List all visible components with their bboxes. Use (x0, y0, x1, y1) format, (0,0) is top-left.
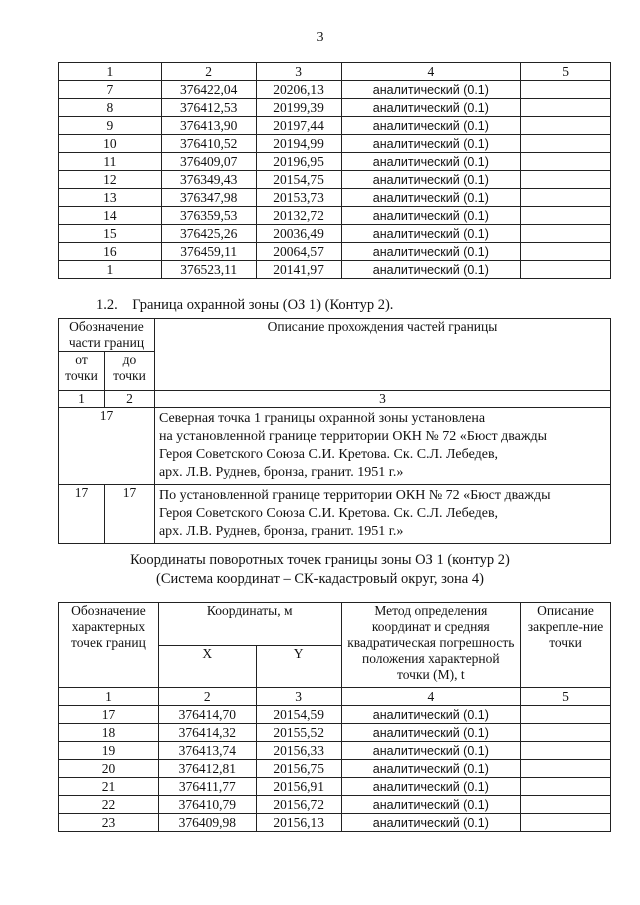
point-number: 9 (59, 117, 162, 135)
point-number: 1 (59, 261, 162, 279)
header-y: Y (256, 645, 341, 688)
fixing (521, 117, 611, 135)
point-number: 23 (59, 814, 159, 832)
table-row (59, 153, 611, 171)
coord-y: 20154,75 (256, 171, 341, 189)
point-number: 21 (59, 778, 159, 796)
coord-y: 20064,57 (256, 243, 341, 261)
table-row (59, 243, 611, 261)
coord-x: 376413,90 (161, 117, 256, 135)
column-number: 2 (161, 63, 256, 81)
fixing (521, 261, 611, 279)
row1-description (154, 408, 610, 485)
fixing (521, 207, 611, 225)
coords-title-line1: Координаты поворотных точек границы зоны ОЗ 1 (контур 2) (130, 552, 510, 568)
coord-x: 376422,04 (161, 81, 256, 99)
coord-y: 20196,95 (256, 153, 341, 171)
coord-y: 20206,13 (256, 81, 341, 99)
point-number: 12 (59, 171, 162, 189)
method: аналитический (0.1) (341, 243, 521, 261)
coordinates-table-contour1 (58, 62, 611, 279)
coord-x: 376425,26 (161, 225, 256, 243)
coord-y: 20194,99 (256, 135, 341, 153)
column-number: 2 (104, 391, 154, 408)
method: аналитический (0.1) (341, 814, 521, 832)
table-row (59, 225, 611, 243)
column-number: 3 (154, 391, 610, 408)
coord-y: 20156,33 (256, 742, 341, 760)
method: аналитический (0.1) (341, 706, 521, 724)
method: аналитический (0.1) (341, 171, 521, 189)
point-number: 8 (59, 99, 162, 117)
header-x: X (158, 645, 256, 688)
column-number: 1 (59, 63, 162, 81)
column-number: 1 (59, 688, 159, 706)
method: аналитический (0.1) (341, 261, 521, 279)
fixing (521, 99, 611, 117)
coord-x: 376349,43 (161, 171, 256, 189)
coord-y: 20156,72 (256, 796, 341, 814)
fixing (521, 706, 611, 724)
fixing (521, 778, 611, 796)
table-row (59, 742, 611, 760)
table-row (59, 796, 611, 814)
coord-x: 376414,32 (158, 724, 256, 742)
coord-y: 20156,75 (256, 760, 341, 778)
table-row (59, 135, 611, 153)
fixing (521, 814, 611, 832)
column-numbers-row (59, 63, 611, 81)
point-number: 7 (59, 81, 162, 99)
row2-from: 17 (59, 485, 105, 544)
point-number: 15 (59, 225, 162, 243)
coord-x: 376412,53 (161, 99, 256, 117)
description-line: арх. Л.В. Руднев, бронза, гранит. 1951 г.» (158, 524, 404, 539)
coord-x: 376412,81 (158, 760, 256, 778)
column-number: 5 (521, 63, 611, 81)
method: аналитический (0.1) (341, 225, 521, 243)
description-line: на установленной границе территории ОКН № 72 «Бюст дважды (158, 429, 548, 444)
point-number: 19 (59, 742, 159, 760)
page-number: 3 (316, 30, 324, 45)
coord-y: 20199,39 (256, 99, 341, 117)
coord-x: 376410,52 (161, 135, 256, 153)
fixing (521, 189, 611, 207)
point-number: 13 (59, 189, 162, 207)
method: аналитический (0.1) (341, 796, 521, 814)
description-line: Северная точка 1 границы охранной зоны установлена (158, 411, 486, 426)
fixing (521, 171, 611, 189)
column-number: 3 (256, 688, 341, 706)
fixing (521, 81, 611, 99)
coord-y: 20132,72 (256, 207, 341, 225)
table-row (59, 207, 611, 225)
coordinates-table-contour2 (58, 602, 611, 832)
method: аналитический (0.1) (341, 189, 521, 207)
fixing (521, 243, 611, 261)
method: аналитический (0.1) (341, 81, 521, 99)
boundary-description-table (58, 318, 611, 544)
table-row (59, 81, 611, 99)
point-number: 17 (59, 706, 159, 724)
column-number: 4 (341, 688, 521, 706)
coord-y: 20141,97 (256, 261, 341, 279)
coord-x: 376459,11 (161, 243, 256, 261)
coord-y: 20156,13 (256, 814, 341, 832)
method: аналитический (0.1) (341, 760, 521, 778)
description-line: Героя Советского Союза С.И. Кретова. Ск. С.Л. Лебедев, (158, 447, 499, 462)
row2-description (154, 485, 610, 544)
coord-y: 20197,44 (256, 117, 341, 135)
method: аналитический (0.1) (341, 135, 521, 153)
coord-y: 20154,59 (256, 706, 341, 724)
header-from-point: от точки (59, 352, 105, 391)
fixing (521, 225, 611, 243)
header-method: Метод определения координат и средняя квадратическая погрешность положения характерной точки (М), t (341, 603, 521, 688)
coord-y: 20153,73 (256, 189, 341, 207)
section-heading (96, 297, 393, 314)
table-row (59, 117, 611, 135)
column-number: 4 (341, 63, 521, 81)
table-row (59, 171, 611, 189)
column-number: 1 (59, 391, 105, 408)
coord-x: 376414,70 (158, 706, 256, 724)
coord-y: 20155,52 (256, 724, 341, 742)
method: аналитический (0.1) (341, 207, 521, 225)
point-number: 22 (59, 796, 159, 814)
coord-x: 376409,07 (161, 153, 256, 171)
point-number: 18 (59, 724, 159, 742)
coord-y: 20156,91 (256, 778, 341, 796)
header-designation: Обозначение характерных точек границ (59, 603, 159, 688)
point-number: 16 (59, 243, 162, 261)
table-row (59, 724, 611, 742)
method: аналитический (0.1) (341, 117, 521, 135)
fixing (521, 153, 611, 171)
section-number: 1.2. (96, 297, 118, 313)
point-number: 20 (59, 760, 159, 778)
table-row (59, 189, 611, 207)
method: аналитический (0.1) (341, 742, 521, 760)
table-row (59, 261, 611, 279)
coord-x: 376359,53 (161, 207, 256, 225)
fixing (521, 742, 611, 760)
description-line: По установленной границе территории ОКН № 72 «Бюст дважды (158, 488, 551, 503)
column-number: 5 (521, 688, 611, 706)
fixing (521, 760, 611, 778)
row2-to: 17 (104, 485, 154, 544)
method: аналитический (0.1) (341, 778, 521, 796)
table-row (59, 778, 611, 796)
row1-point: 17 (59, 408, 155, 485)
description-line: Героя Советского Союза С.И. Кретова. Ск. С.Л. Лебедев, (158, 506, 499, 521)
point-number: 14 (59, 207, 162, 225)
header-designation: Обозначение части границ (59, 319, 155, 352)
point-number: 11 (59, 153, 162, 171)
fixing (521, 135, 611, 153)
column-number: 3 (256, 63, 341, 81)
coord-x: 376347,98 (161, 189, 256, 207)
method: аналитический (0.1) (341, 724, 521, 742)
column-number: 2 (158, 688, 256, 706)
column-numbers-row (59, 688, 611, 706)
header-description: Описание прохождения частей границы (154, 319, 610, 391)
coord-y: 20036,49 (256, 225, 341, 243)
fixing (521, 796, 611, 814)
coord-x: 376410,79 (158, 796, 256, 814)
coord-x: 376409,98 (158, 814, 256, 832)
coord-x: 376523,11 (161, 261, 256, 279)
coord-x: 376413,74 (158, 742, 256, 760)
coord-x: 376411,77 (158, 778, 256, 796)
table-row (59, 760, 611, 778)
description-line: арх. Л.В. Руднев, бронза, гранит. 1951 г.» (158, 465, 404, 480)
table-row (59, 99, 611, 117)
coords-title-line2: (Система координат – СК-кадастровый округ, зона 4) (156, 571, 484, 587)
table-row (59, 706, 611, 724)
section-title: Граница охранной зоны (ОЗ 1) (Контур 2). (132, 297, 394, 313)
method: аналитический (0.1) (341, 99, 521, 117)
header-to-point: до точки (104, 352, 154, 391)
header-fixing: Описание закрепле-ние точки (521, 603, 611, 688)
table-row (59, 814, 611, 832)
method: аналитический (0.1) (341, 153, 521, 171)
point-number: 10 (59, 135, 162, 153)
header-coordinates: Координаты, м (158, 603, 341, 646)
fixing (521, 724, 611, 742)
